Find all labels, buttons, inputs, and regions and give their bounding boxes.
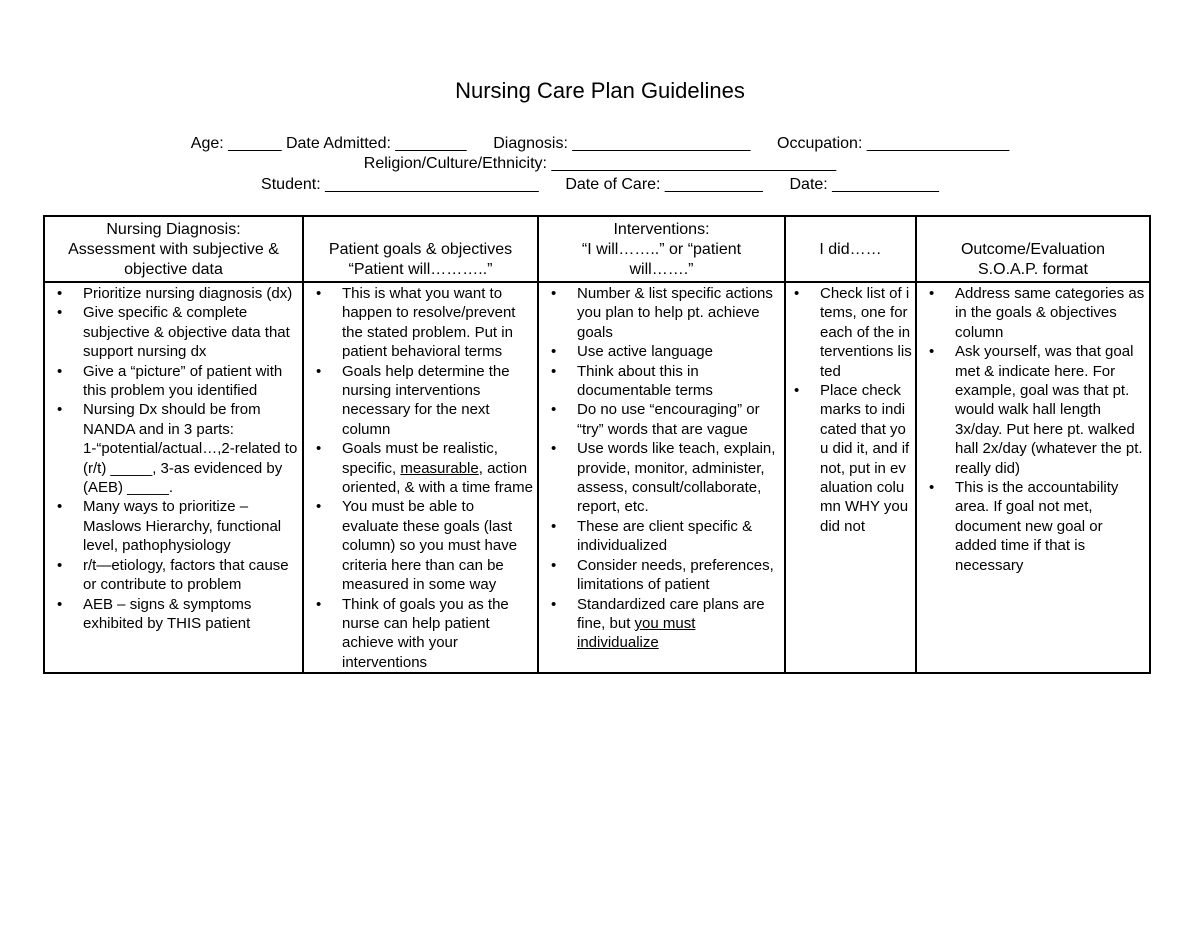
table-header-row	[44, 216, 1150, 282]
list-item: • Give specific & complete subjective & objective data that support nursing dx	[57, 304, 290, 361]
list-item: • Give a “picture” of patient with this problem you identified	[57, 362, 283, 400]
col-header-outcome: Outcome/Evaluation S.O.A.P. format	[916, 216, 1150, 282]
patient-goals-cell	[303, 282, 538, 673]
list-item: • Do no use “encouraging” or “try” words that are vague	[551, 401, 760, 438]
col-header-patient-goals: Patient goals & objectives “Patient will………..”	[303, 216, 538, 282]
list-item: • Place checkmarks to indicated that you did it, and if not, put in evaluation column WHY you did not	[794, 382, 910, 535]
col-header-i-did: I did……	[785, 216, 916, 282]
list-item: • Standardized care plans are fine, but you must individualize	[551, 595, 765, 652]
col-header-interventions: Interventions: “I will……..” or “patient will…….”	[538, 216, 785, 282]
list-item: • Think of goals you as the nurse can help patient achieve with your interventions	[316, 595, 509, 671]
header-line-student: Student: ________________________ Date of Care: ___________ Date: ____________	[261, 176, 939, 193]
list-item: • AEB – signs & symptoms exhibited by THIS patient	[57, 595, 252, 632]
list-item: • These are client specific & individualized	[551, 517, 753, 555]
list-item: • Think about this in documentable terms	[551, 362, 713, 400]
list-item: • Number & list specific actions you plan to help pt. achieve goals	[551, 285, 773, 341]
list-item: • Check list of items, one for each of the interventions listed	[794, 285, 912, 380]
list-item: • Nursing Dx should be from NANDA and in 3 parts: 1-“potential/actual…,2-related to (r/t) _____, 3-as evidenced by (AEB) _____.	[57, 401, 298, 497]
list-item: • Ask yourself, was that goal met & indicate here. For example, goal was that pt. would walk hall length 3x/day. Put here pt. walked hall 2x/day (whatever the pt. really did)	[929, 343, 1143, 477]
list-item: • This is what you want to happen to resolve/prevent the stated problem. Put in patient behavioral terms	[316, 285, 516, 361]
header-line-age-diagnosis: Age: ______ Date Admitted: ________ Diagnosis: ____________________ Occupation: ________________	[190, 135, 1010, 152]
i-did-cell	[785, 282, 916, 673]
list-item: • You must be able to evaluate these goals (last column) so you must have criteria here than can be measured in some way	[316, 498, 518, 594]
list-item: • Use words like teach, explain, provide, monitor, administer, assess, consult/collaborate, report, etc.	[551, 440, 776, 516]
list-item: • Goals must be realistic, specific, measurable, action oriented, & with a time frame	[316, 440, 533, 497]
list-item: • Address same categories as in the goals & objectives column	[929, 285, 1145, 341]
col-header-nursing-diagnosis: Nursing Diagnosis: Assessment with subjective & objective data	[44, 216, 303, 282]
nursing-diagnosis-cell	[44, 282, 303, 673]
care-plan-table	[43, 215, 1151, 674]
list-item: • Use active language	[551, 343, 713, 361]
header-line-religion: Religion/Culture/Ethnicity: ________________________________	[363, 155, 837, 172]
outcome-cell	[916, 282, 1150, 673]
list-item: • Goals help determine the nursing interventions necessary for the next column	[316, 362, 510, 438]
interventions-cell	[538, 282, 785, 673]
list-item: • Consider needs, preferences, limitations of patient	[551, 556, 774, 594]
list-item: • r/t—etiology, factors that cause or contribute to problem	[57, 556, 289, 594]
list-item: • This is the accountability area. If goal not met, document new goal or added time if that is necessary	[929, 479, 1119, 574]
table-body-row	[44, 282, 1150, 673]
page-title: Nursing Care Plan Guidelines	[455, 78, 745, 103]
list-item: • Prioritize nursing diagnosis (dx)	[57, 285, 293, 302]
list-item: • Many ways to prioritize – Maslows Hierarchy, functional level, pathophysiology	[57, 498, 282, 555]
